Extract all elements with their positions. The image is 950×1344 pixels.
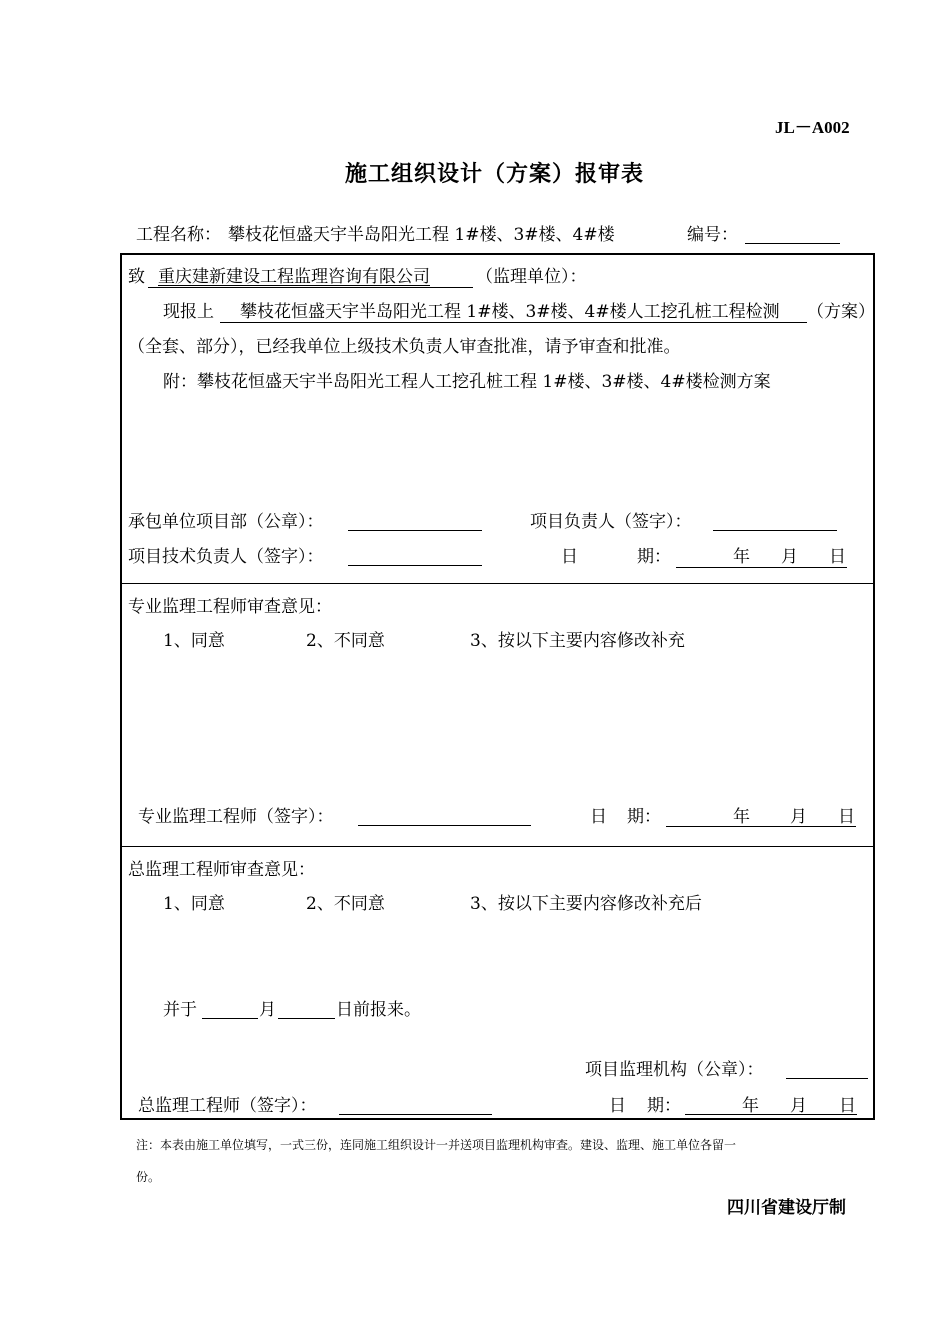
chief-option-disagree[interactable]: 2、不同意 xyxy=(306,894,385,914)
date-label-char2: 期： xyxy=(627,807,661,827)
report-subject-underline xyxy=(220,322,807,323)
date-month: 月 xyxy=(790,1096,807,1116)
divider-1 xyxy=(120,583,875,584)
to-prefix: 致 xyxy=(128,267,145,287)
project-label: 工程名称： xyxy=(136,225,221,245)
date-field-2[interactable] xyxy=(666,826,856,827)
report-scope-line: （全套、部分），已经我单位上级技术负责人审查批准，请予审查和批准。 xyxy=(128,337,681,357)
supervisor-suffix: （监理单位）： xyxy=(476,267,587,287)
divider-2 xyxy=(120,846,875,847)
date-month: 月 xyxy=(790,807,807,827)
chief-signature-field[interactable] xyxy=(339,1114,492,1115)
supervisor-company-underline xyxy=(148,287,473,288)
date-year: 年 xyxy=(742,1096,759,1116)
deadline-suffix: 日前报来。 xyxy=(336,1000,421,1020)
date-label-char1: 日 xyxy=(561,547,578,567)
tech-signature-field[interactable] xyxy=(348,565,482,566)
supervisor-company: 重庆建新建设工程监理咨询有限公司 xyxy=(158,267,430,287)
form-code: JL－A002 xyxy=(775,118,850,137)
issuer-footer: 四川省建设厅制 xyxy=(727,1198,846,1218)
date-month: 月 xyxy=(781,547,798,567)
form-title: 施工组织设计（方案）报审表 xyxy=(345,162,645,187)
deadline-day-field[interactable] xyxy=(278,1018,335,1019)
date-label-char1: 日 xyxy=(609,1096,626,1116)
attachment-line: 附：攀枝花恒盛天宇半岛阳光工程人工挖孔桩工程 1#楼、3#楼、4#楼检测方案 xyxy=(163,372,771,392)
chief-review-heading: 总监理工程师审查意见： xyxy=(128,860,315,880)
now-report-label: 现报上 xyxy=(163,302,214,322)
chief-option-revise[interactable]: 3、按以下主要内容修改补充后 xyxy=(470,894,702,914)
date-year: 年 xyxy=(733,807,750,827)
report-suffix: （方案） xyxy=(807,302,875,322)
chief-signature-label: 总监理工程师（签字）： xyxy=(138,1096,317,1116)
number-label: 编号： xyxy=(687,225,738,245)
chief-option-agree[interactable]: 1、同意 xyxy=(163,894,225,914)
report-subject: 攀枝花恒盛天宇半岛阳光工程 1#楼、3#楼、4#楼人工挖孔桩工程检测 xyxy=(240,302,780,322)
date-label-char1: 日 xyxy=(590,807,607,827)
date-label-char2: 期： xyxy=(637,547,671,567)
contractor-seal-field[interactable] xyxy=(348,530,482,531)
pm-label: 项目负责人（签字）： xyxy=(530,512,692,532)
contractor-label: 承包单位项目部（公章）： xyxy=(128,512,324,532)
engineer-option-agree[interactable]: 1、同意 xyxy=(163,631,225,651)
date-field-3[interactable] xyxy=(685,1114,857,1115)
date-day: 日 xyxy=(829,547,846,567)
pm-signature-field[interactable] xyxy=(713,530,837,531)
date-year: 年 xyxy=(733,547,750,567)
engineer-review-heading: 专业监理工程师审查意见： xyxy=(128,597,332,617)
number-field[interactable] xyxy=(745,243,840,244)
note-line-1: 注：本表由施工单位填写，一式三份，连同施工组织设计一并送项目监理机构审查。建设、监理、施工单位各留一 xyxy=(136,1138,737,1152)
date-field-1[interactable] xyxy=(676,567,847,568)
note-line-2: 份。 xyxy=(136,1170,161,1184)
org-seal-label: 项目监理机构（公章）： xyxy=(585,1060,764,1080)
supervisor-company-field xyxy=(148,267,473,287)
project-name: 攀枝花恒盛天宇半岛阳光工程 1#楼、3#楼、4#楼 xyxy=(228,225,615,245)
tech-label: 项目技术负责人（签字）： xyxy=(128,547,324,567)
engineer-option-disagree[interactable]: 2、不同意 xyxy=(306,631,385,651)
deadline-month-field[interactable] xyxy=(202,1018,258,1019)
engineer-option-revise[interactable]: 3、按以下主要内容修改补充 xyxy=(470,631,685,651)
date-day: 日 xyxy=(839,1096,856,1116)
org-seal-field[interactable] xyxy=(786,1078,868,1079)
date-label-char2: 期： xyxy=(647,1096,681,1116)
engineer-signature-field[interactable] xyxy=(358,825,531,826)
deadline-prefix: 并于 xyxy=(163,1000,197,1020)
deadline-month-label: 月 xyxy=(259,1000,276,1020)
date-day: 日 xyxy=(838,807,855,827)
engineer-signature-label: 专业监理工程师（签字）： xyxy=(138,807,334,827)
